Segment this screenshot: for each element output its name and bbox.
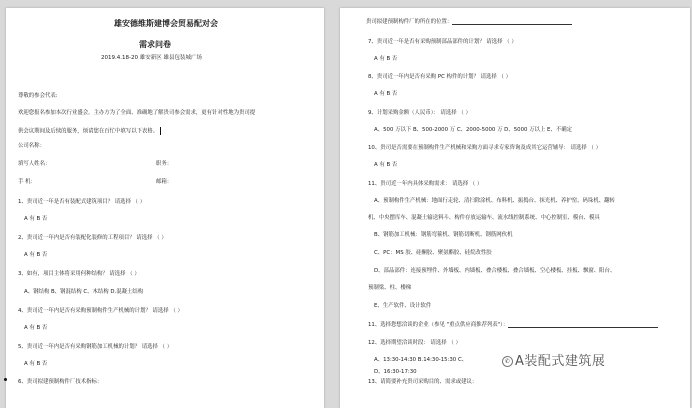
question-11-option-c[interactable]: C、PC：MS 胶、硅酮胶、聚氨酯胶、硅烷改性胶 [374, 250, 492, 256]
questionnaire-page-left [6, 8, 324, 408]
question-11-option-a-cont: 机、中央摆库车、混凝土输送料斗、构件存放运输车、流水线控制系统、中心控制室、模台、模具 [368, 215, 600, 221]
question-2: 2、贵司近一年内是否有装配化装修的工程项目？ 请选择 （ ） [18, 235, 167, 241]
position-label: 职务： [156, 161, 173, 167]
question-7: 7、贵司近一年是否有采购预制部品部件的计划？ 请选择 （ ） [368, 39, 517, 45]
question-8-options[interactable]: A 有 B 否 [374, 91, 398, 97]
company-name-label: 公司名称： [18, 143, 45, 149]
question-5-options[interactable]: A 有 B 否 [24, 361, 48, 367]
phone-label: 手 机： [18, 179, 36, 185]
question-2-options[interactable]: A 有 B 否 [24, 252, 48, 258]
question-11: 11、贵司近一年内具体采购需求： 请选择 （ ） [368, 181, 483, 187]
question-4: 4、贵司近一年内是否有采购预制构件生产机械的计划？ 请选择 （ ） [18, 308, 183, 314]
question-11-option-d-cont: 预制梁、柱、楼梯 [368, 285, 412, 291]
question-10: 10、贵司是否需要在预制构件生产机械和采购方面寻求专家咨询及成其它运营辅导： 请选择 （ ） [368, 145, 602, 151]
intro-line-1: 欢迎您报名参加本次行业盛会。主办方为了全面、准确地了解贵司参会需求，更有针对性地为贵司提 [18, 110, 256, 116]
name-label: 填写人姓名： [18, 161, 51, 167]
question-13: 13、请简要补充贵司采购目的、需求或建议： [368, 379, 478, 385]
text-cursor [160, 127, 161, 135]
question-1-options[interactable]: A 有 B 否 [24, 216, 48, 222]
question-11-companies-field[interactable]: 11、选择您想洽谈的企业（参见 "重点供应商推荐列表"）： [368, 323, 658, 328]
watermark: ✆ A装配式建筑展 [502, 350, 605, 369]
questionnaire-page-right [340, 8, 690, 408]
question-9: 9、计划采购金额（人民币）： 请选择 （ ） [368, 110, 471, 116]
question-11-option-b[interactable]: B、钢筋加工机械：钢筋弯箍机、钢筋切断机、钢筋网伙机 [374, 232, 513, 238]
factory-location-field[interactable]: 贵司拟建预制构件厂的所在的位置： [366, 20, 572, 25]
page-subtitle: 需求问卷 [139, 40, 171, 49]
intro-line-2: 供会议期间及后续的服务，烦请您在百忙中填写以下表格。 [18, 128, 159, 135]
question-11-option-e[interactable]: E、生产软件、设计软件 [374, 303, 432, 309]
question-3: 3、如有，项目主体将采用何种结构？ 请选择 （ ） [18, 271, 140, 277]
question-9-options[interactable]: A、500 万以下 B、500-2000 万 C、2000-5000 万 D、5000 万以上 E、不确定 [374, 127, 573, 133]
question-6: 6、贵司拟建预制构件厂技术指标： [18, 379, 103, 385]
question-1: 1、贵司近一年是否有装配式建筑项目？ 请选择 （ ） [18, 199, 146, 205]
page-title: 雄安德维斯建博会贸易配对会 [114, 19, 218, 28]
page-bullet [4, 378, 7, 381]
wechat-icon: ✆ [502, 356, 513, 367]
email-label: 邮箱： [156, 179, 173, 185]
date-location: 2019.4.18-20 雄安新区 雄县包装城广场 [101, 55, 202, 61]
question-12-options-cont[interactable]: D、16:30-17:30 [374, 369, 417, 375]
question-7-options[interactable]: A 有 B 否 [374, 56, 398, 62]
greeting: 尊敬的参会代表: [18, 93, 58, 99]
question-12: 12、选择期望洽谈时段： 请选择 （ ） [368, 340, 461, 346]
question-5: 5、贵司近一年内是否有采购钢筋加工机械的计划？ 请选择 （ ） [18, 344, 173, 350]
question-3-options[interactable]: A、钢结构 B、钢混结构 C、木结构 D.混凝土结构 [24, 289, 144, 295]
question-4-options[interactable]: A 有 B 否 [24, 325, 48, 331]
question-10-options[interactable]: A 有 B 否 [374, 162, 398, 168]
question-11-option-d[interactable]: D、部品部件：连接预埋件、外墙板、内墙板、叠合楼板、叠合墙板、空心楼板、挂板、飘窗、阳台、 [374, 268, 616, 274]
question-11-option-a[interactable]: A、预制构件生产机械：地面行走轮、清扫除涂机、布料机、振捣台、抹光机、养护窑、码垛机、翻转 [374, 198, 615, 204]
question-12-options[interactable]: A、13:30-14:30 B.14:30-15:30 C、 [374, 357, 468, 363]
question-8: 8、贵司近一年内是否有采购 PC 构件的计划？ 请选择 （ ） [368, 74, 511, 80]
